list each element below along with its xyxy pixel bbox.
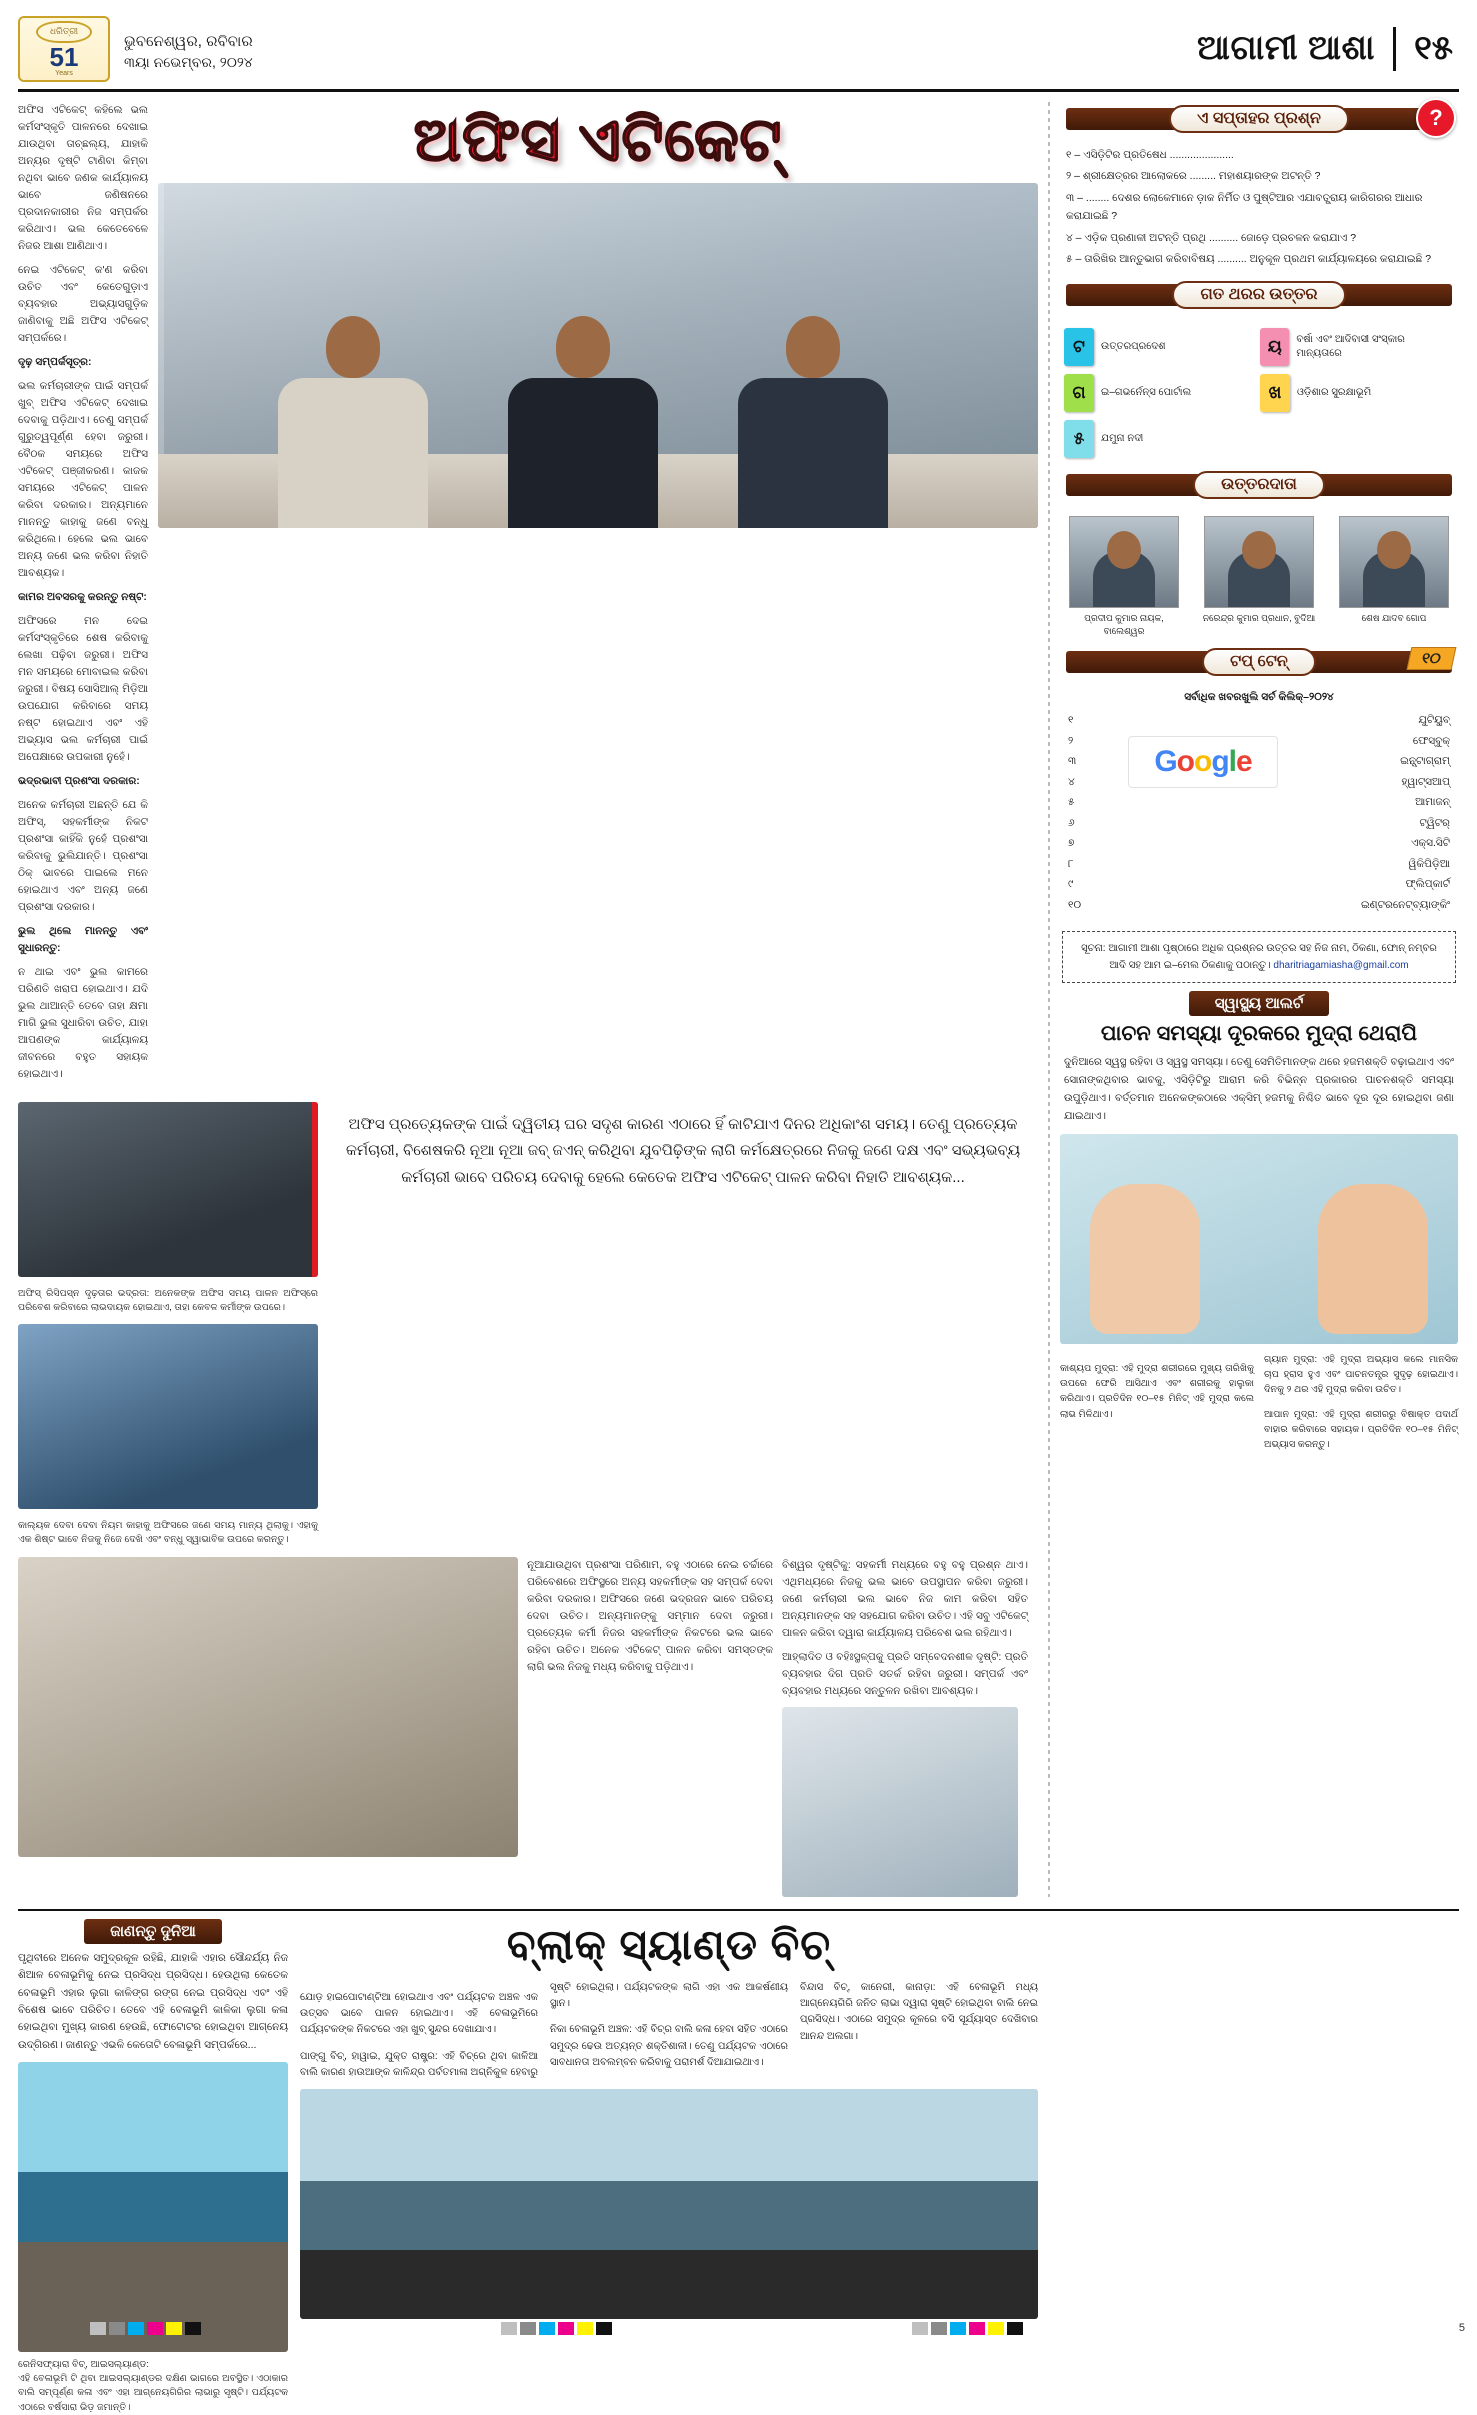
travel-col-3: ନିକା ବେଳାଭୂମି ଅଞ୍ଚଳ: ଏହି ବିଚ୍ର ବାଲି କଳା ହେବା ସହିତ ଏଠାରେ ସମୁଦ୍ର ଢେଉ ଅତ୍ୟନ୍ତ ଶକ୍ତିଶାଳୀ। ତେଣୁ ପର୍ଯ୍ୟଟକ ଏଠାରେ ସାବଧାନତା ଅବଲମ୍ବନ କରିବାକୁ ପରାମର୍ଶ ଦିଆଯାଇଥାଏ।	[550, 2024, 788, 2068]
responder-name: ପ୍ରଦୀପ କୁମାର ନାୟକ, ବାଲେଶ୍ୱର	[1084, 613, 1164, 636]
answer-badge: ୟ	[1260, 328, 1289, 366]
top10-value: ଫ୍ଲିପ୍କାର୍ଟ	[1405, 878, 1450, 891]
answer-badge: ଟ	[1064, 328, 1094, 366]
answer-item	[1064, 374, 1254, 412]
page-number: ୧୫	[1414, 29, 1453, 67]
article-subhead-4: ଭୁଲ ଥିଲେ ମାନନ୍ତୁ ଏବଂ ସୁଧାରନ୍ତୁ:	[18, 925, 148, 954]
sidebar	[1060, 102, 1458, 1897]
masthead-right	[1197, 27, 1459, 71]
article-column-3	[782, 1557, 1028, 1897]
feature-headline: ଅଫିସ ଏଟିକେଟ୍	[413, 106, 783, 173]
travel-body-columns	[300, 1980, 1038, 2081]
article-subhead-2: କାମର ଅବସରକୁ କରନ୍ତୁ ନଷ୍ଟ:	[18, 591, 147, 603]
top10-row	[1068, 710, 1450, 730]
travel-intro: ପୃଥିବୀରେ ଅନେକ ସମୁଦ୍ରକୂଳ ରହିଛି, ଯାହାକି ଏହାର ସୌନ୍ଦର୍ଯ୍ୟ ନିଜ ଶିଆଳ ବେଳାଭୂମିକୁ ନେଇ ପ୍ରସିଦ୍ଧ ପ୍ରସିଦ୍ଧ। ହେଉଥିଲା କେତେକ ବେଳାଭୂମି ଏହାର ଲୁଗା କାଳିଙ୍ଗ ରଙ୍ଗ ନେଇ ପ୍ରସିଦ୍ଧ ଏବଂ ଏହି ବିଶେଷ ଭାବେ ପରିଚିତ। ତେବେ ଏହି ବେଳାଭୂମି କାଳିକା ଲୁଗା କଳା ହୋଇଥିବା ମୁଖ୍ୟ କାରଣ ହେଉଛି, ଫୋଟୋଟର ହୋଇଥିବା ଆଗ୍ନେୟ ଉଦ୍ଗିରଣ। ଜାଣନ୍ତୁ ଏଭଳି କେତୋଟି ବେଳାଭୂମି ସମ୍ପର୍କରେ...	[18, 1952, 288, 2051]
top10-value: ଆମାଜନ୍	[1415, 796, 1450, 809]
responder-photo	[1069, 516, 1179, 608]
top10-rank: ୯	[1068, 878, 1074, 891]
answer-badge: ଗ	[1064, 374, 1094, 412]
health-columns	[1060, 1352, 1458, 1453]
hero-person-right	[738, 316, 888, 528]
prev-answers-grid	[1060, 322, 1458, 468]
photo-boardroom	[18, 1102, 318, 1277]
main-article-zone	[18, 102, 1038, 1897]
hero-person-left	[278, 316, 428, 528]
hero-person-center	[508, 316, 658, 528]
top10-value: ଯୁଟିୟୁବ୍	[1418, 714, 1450, 727]
top10-subtitle: ସର୍ବାଧିକ ଖବରଖୁଲି ସର୍ଚ କିଲିକ୍–୨୦୨୪	[1184, 691, 1334, 704]
feature-standfirst: ଅଫିସ ପ୍ରତ୍ୟେକଙ୍କ ପାଇଁ ଦ୍ୱିତୀୟ ଘର ସଦୃଶ କାରଣ ଏଠାରେ ହିଁ କାଟିଯାଏ ଦିନର ଅଧିକାଂଶ ସମୟ। ତେଣୁ ପ୍ରତ୍ୟେକ କର୍ମଚାରୀ, ବିଶେଷକରି ନୂଆ ନୂଆ ଜବ୍ ଜଏନ୍ କରିଥିବା ଯୁବପିଢ଼ିଙ୍କ ଲାଗି କର୍ମକ୍ଷେତ୍ରରେ ନିଜକୁ ଜଣେ ଦକ୍ଷ ଏବଂ ସଭ୍ୟଭବ୍ୟ କର୍ମଚାରୀ ଭାବେ ପରିଚୟ ଦେବାକୁ ହେଲେ କେତେକ ଅଫିସ ଏଟିକେଟ୍ ପାଳନ କରିବା ନିହାତି ଆବଶ୍ୟକ...	[345, 1116, 1021, 1186]
mid-row	[18, 1102, 1038, 1547]
responder	[1064, 516, 1184, 637]
dateline-date: ୩ୟା ନଭେମ୍ବର, ୨୦୨୪	[124, 54, 253, 70]
article-subhead-3: ଭଦ୍ରଭାବୀ ପ୍ରଶଂସା ଦରକାର:	[18, 775, 140, 787]
photo-black-sand-cliff	[300, 2089, 1038, 2319]
answer-item	[1260, 374, 1450, 412]
answer-text: ଉତ୍ତରପ୍ରଦେଶ	[1101, 341, 1166, 352]
top10-row	[1068, 895, 1450, 915]
quiz-question: ୩ – ........ ଦେଶର ଲୋକେମାନେ ଡ଼ାକ ନିର୍ମିତ ଓ ପୁଷ୍ଟିଆର ଏଯାବତ୍ପ୍ରାୟ କାରିଗରର ଆଧାର କରାଯାଇଛି ?	[1066, 191, 1423, 223]
notice-email[interactable]: dharitriagamiasha@gmail.com	[1273, 960, 1409, 972]
top10-panel	[1060, 689, 1458, 923]
section-title: ଆଗାମୀ ଆଶା	[1197, 29, 1376, 67]
responder-photo	[1339, 516, 1449, 608]
photo-man-thinking	[782, 1707, 1018, 1897]
page-content	[18, 102, 1459, 1897]
color-swatches-left	[90, 2322, 201, 2335]
top10-value: ଏକ୍ସ.ସିଟି	[1410, 837, 1450, 850]
top10-row	[1068, 792, 1450, 812]
responder	[1334, 516, 1454, 637]
travel-bottom-text: ଏହି ବେଳାଭୂମି ଟି ଥିବା ଆଇସଲ୍ୟାଣ୍ଡର ଦକ୍ଷିଣ ଭାଗରେ ଅବସ୍ଥିତ। ଏଠାକାର ବାଲି ସମ୍ପୂର୍ଣ୍ଣ କଳା ଏବଂ ଏହା ଆଗ୍ନେୟଗିରିର ଲାଭାରୁ ସୃଷ୍ଟି। ପର୍ଯ୍ୟଟକ ଏଠାରେ ବର୍ଷସାରା ଭିଡ଼ ଜମାନ୍ତି।	[18, 2373, 288, 2413]
answer-badge: ୫	[1064, 420, 1094, 458]
hero-person-center-head	[556, 316, 610, 378]
article-para-1: ଅଫିସ ଏଟିକେଟ୍ କହିଲେ ଭଲ କର୍ମସଂସ୍କୃତି ପାଳନରେ ଦେଖାଇ ଯାଉଥିବା ତାଚ୍ଛଲ୍ୟ, ଯାହାକି ଅନ୍ୟର ଦୃଷ୍ଟି ଟାଣିବା କିମ୍ବା ନଥିବା ଭାବେ ଜଣକ କାର୍ଯ୍ୟାଳୟ ଭାବେ ଜଣିଷନରେ ପ୍ରଦାନକାରୀର ନିଜ ସମ୍ପର୍କର କରିଥାଏ। ଭଲ କେତେବେଳେ ନିଜର ଆଶା ଆଣିଥାଏ।	[18, 104, 148, 252]
article-column-2	[527, 1557, 773, 1897]
health-headline: ପାଚନ ସମସ୍ୟା ଦୂରକରେ ମୁଦ୍ରା ଥେରାପି	[1100, 1022, 1418, 1046]
hero-person-right-head	[786, 316, 840, 378]
lower-photo-block	[18, 1557, 518, 1897]
footer-page-number: 5	[1458, 2322, 1465, 2334]
responder-name: ଶେଷ ଯାଦବ ଗୋପ	[1361, 613, 1427, 624]
print-registration-bar	[0, 2317, 1477, 2339]
quiz-question: ୧ – ଏସିଡ଼ିଟିର ପ୍ରତିଷେଧ ......................	[1066, 149, 1234, 161]
responders-title: ଉତ୍ତରଦାତା	[1193, 471, 1325, 499]
travel-col-2: ପାଙ୍ଗୁ ବିଚ୍, ହାୱାଇ, ଯୁକ୍ତ ରାଷ୍ଟ୍ର: ଏହି ବିଚ୍ରେ ଥିବା କାଳିଆ ବାଲି କାରଣ ହାଉଆଙ୍କ କାଳିନ୍ଦ୍ର ପର୍ବତମାଳା ଅଗ୍ନିକୁଳ ହେବାରୁ ସୃଷ୍ଟି ହୋଇଥିଲା। ପର୍ଯ୍ୟଟକଙ୍କ ଲାଗି ଏହା ଏକ ଆକର୍ଷଣୀୟ ସ୍ଥାନ।	[300, 1982, 788, 2078]
photo-column	[18, 1102, 318, 1547]
google-logo: G o o g l e	[1128, 736, 1278, 788]
top10-rank: ୧୦	[1068, 898, 1082, 911]
travel-left-col	[18, 1919, 288, 2415]
photo-caption-1: ଅଫିସ୍ ରିସିପସ୍ନ ଦୃଢ଼ତାର ଭଦ୍ରତା: ଅନେକଙ୍କ ଅଫିସ ସମୟ ପାଳନ ଅଫିସ୍ରେ ପରିବେଶ କରିବାରେ ଲାଭଦାୟକ ହୋଇଥାଏ, ତାହା କେବଳ କର୍ମୀଙ୍କ ଉପରେ।	[18, 1288, 318, 1314]
health-col-2: ଗ୍ୟାନ ମୁଦ୍ରା: ଏହି ମୁଦ୍ରା ଅଭ୍ୟାସ କଲେ ମାନସିକ ଚାପ ହ୍ରାସ ହୁଏ ଏବଂ ପାଚନତନ୍ତ୍ର ସୁଦୃଢ଼ ହୋଇଥାଏ। ଦିନକୁ ୨ ଥର ଏହି ମୁଦ୍ରା କରିବା ଉଚିତ।	[1264, 1353, 1458, 1395]
dateline-place: ଭୁବନେଶ୍ୱର, ରବିବାର	[124, 33, 253, 50]
masthead	[18, 14, 1459, 92]
notice-text: ସୂଚନା: ଆଗାମୀ ଆଶା ପୃଷ୍ଠାରେ ଅଧିକ ପ୍ରଶ୍ନର ଉତ୍ତର ସହ ନିଜ ନାମ, ଠିକଣା, ଫୋନ୍ ନମ୍ବର ଆଦି ସହ ଆମ ଇ–ମେଲ ଠିକଣାକୁ ପଠାନ୍ତୁ।	[1081, 943, 1437, 972]
article-para-2: ନେଇ ଏଟିକେଟ୍ କ'ଣ କରିବା ଉଚିତ ଏବଂ କେତେଗୁଡ଼ାଏ ବ୍ୟବହାର ଅଭ୍ୟାସଗୁଡ଼ିକ ଜାଣିବାକୁ ଅଛି ଅଫିସ ଏଟିକେଟ୍ ସମ୍ପର୍କରେ।	[18, 264, 148, 344]
travel-bottom-subhead: ରେନିସଫ୍ୟାରା ବିଚ୍, ଆଇସଲ୍ୟାଣ୍ଡ:	[18, 2358, 149, 2370]
top10-row	[1068, 854, 1450, 874]
photo-handshake	[18, 1324, 318, 1509]
masthead-divider	[1393, 27, 1396, 71]
responder-name: ନରେନ୍ଦ୍ର କୁମାର ପ୍ରଧାନ, ବୁଦିଆ	[1202, 613, 1316, 624]
travel-col-1: ଯୋଡ଼ ହାଇପୋଟାଣ୍ଟିଆ ହୋଇଥାଏ ଏବଂ ପର୍ଯ୍ୟଟକ ଅଞ୍ଚଳ ଏକ ଉତ୍ସବ ଭାବେ ପାଳନ ହୋଇଥାଏ। ଏହି ବେଳାଭୂମିରେ ପର୍ଯ୍ୟଟକଙ୍କ ନିକଟରେ ଏହା ଖୁବ୍ ସୁନ୍ଦର ଦେଖାଯାଏ।	[300, 1992, 538, 2036]
masthead-dateline	[124, 26, 253, 71]
prev-answers-header	[1060, 278, 1458, 312]
top10-rank: ୬	[1068, 816, 1075, 829]
photo-rocky-beach	[18, 2062, 288, 2352]
article-para-4: ଅଫିସରେ ମନ ଦେଇ କର୍ମସଂସ୍କୃତିରେ ଶେଷ କରିବାକୁ ଲେଖା ପଢ଼ିବା ଜରୁରୀ। ଅଫିସ ମନ ସମୟରେ ମୋବାଇଲ କରିବା ଜରୁରୀ। ବିଷୟ ସୋସିଆଲ୍ ମିଡ଼ିଆ ଉପଯୋଗ କରିବାରେ ସମୟ ନଷ୍ଟ ହୋଇଥାଏ ଏବଂ ଏହି ଅଭ୍ୟାସ ଭଲ କର୍ମଚାରୀ ପାଇଁ ଅପେକ୍ଷାରେ ଉପକାରୀ ନୁହେଁ।	[18, 615, 148, 763]
travel-top-row	[18, 1919, 1038, 2415]
health-col-3: ଆପାନ ମୁଦ୍ରା: ଏହି ମୁଦ୍ରା ଶରୀରରୁ ବିଷାକ୍ତ ପଦାର୍ଥ ବାହାର କରିବାରେ ସହାୟକ। ପ୍ରତିଦିନ ୧୦–୧୫ ମିନିଟ୍ ଅଭ୍ୟାସ କରନ୍ତୁ।	[1264, 1408, 1458, 1450]
quiz-question: ୨ – ଶ୍ରୀକ୍ଷେତ୍ରର ଆଲୋକରେ ......... ମହାଶୟାରଙ୍କ ଅଟନ୍ତି ?	[1066, 170, 1321, 183]
quiz-title: ଏ ସପ୍ତାହର ପ୍ରଶ୍ନ	[1169, 105, 1349, 133]
photo-mudra-hands	[1060, 1134, 1458, 1344]
article-para-3: ଭଲ କର୍ମଚାରୀଙ୍କ ପାଇଁ ସମ୍ପର୍କ ଖୁବ୍ ଅଫିସ ଏଟିକେଟ୍ ଦେଖାଇ ଦେବାକୁ ପଡ଼ିଥାଏ। ତେଣୁ ସମ୍ପର୍କ ଗୁରୁତ୍ୱପୂର୍ଣ୍ଣ ହେବା ଜରୁରୀ। ବୈଠକ ସମୟରେ ଅଫିସ ଏଟିକେଟ୍ ପଞ୍ଜୀକରଣ। କାଜକ ସମୟରେ ଏଟିକେଟ୍ ପାଳନ କରିବା ଦରକାର। ଅନ୍ୟମାନେ ମାନନ୍ତୁ କାହାକୁ ଜଣେ ବନ୍ଧୁ କରିଥିଲେ। ହେଲେ ଭଲ ଭାବେ ଅନ୍ୟ ଜଣେ ଭଲ କରିବା ନିହାତି ଆବଶ୍ୟକ।	[18, 380, 148, 579]
top10-value: ୱିକିପିଡ଼ିଆ	[1408, 857, 1450, 870]
top10-value: ଫେସ୍ବୁକ୍	[1412, 734, 1450, 747]
responders-header	[1060, 468, 1458, 502]
top10-rank: ୮	[1068, 857, 1074, 870]
logo-ring-label: ଧରିତ୍ରୀ	[36, 21, 92, 43]
health-section-tab: ସ୍ୱାସ୍ଥ୍ୟ ଆଲର୍ଟ	[1189, 991, 1330, 1016]
travel-col-4: ବିନ୍ଦାସ ବିଚ୍, କାନେରୀ, କାନାଡ଼ା: ଏହି ବେଳାଭୂମି ମଧ୍ୟ ଆଗ୍ନେୟଗିରି ଜନିତ ଲାଭା ଦ୍ୱାରା ସୃଷ୍ଟି ହୋଇଥିବା ବାଲି ନେଇ ପ୍ରସିଦ୍ଧ। ଏଠାରେ ସମୁଦ୍ର କୂଳରେ ବସି ସୂର୍ଯ୍ୟାସ୍ତ ଦେଖିବାର ଆନନ୍ଦ ଅଲଗା।	[800, 1982, 1038, 2042]
quiz-question: ୫ – ତାରିଖିର ଆନ୍ତୁଭାଗ କରିବାବିଷୟ .......... ଅନୁକୂଳ ପ୍ରଥମ କାର୍ଯ୍ୟାଳୟରେ କରାଯାଇଛି ?	[1066, 252, 1432, 265]
top10-title: ଟପ୍ ଟେନ୍	[1202, 648, 1316, 676]
top10-row	[1068, 813, 1450, 833]
answer-badge: ଖ	[1260, 374, 1290, 412]
travel-headline: ବ୍ଲାକ୍ ସ୍ୟାଣ୍ଡ ବିଚ୍	[506, 1921, 832, 1968]
top10-rank: ୪	[1068, 775, 1075, 788]
answer-text: ଯମୁନା ନଦୀ	[1101, 433, 1144, 444]
travel-right-col	[300, 1919, 1038, 2415]
answer-text: ଓଡ଼ିଶାର ସୁରକ୍ଷାଭୂମି	[1297, 387, 1372, 398]
headline-and-hero	[158, 102, 1038, 1090]
article-para-5: ଅନେକ କର୍ମଚାରୀ ଅଛନ୍ତି ଯେ କି ଅଫିସ୍, ସହକର୍ମୀଙ୍କ ନିକଟ ପ୍ରଶଂସା କାହିଁକି ନୁହେଁ ପ୍ରଶଂସା କରିବାକୁ ଭୁଲିଯାନ୍ତି। ପ୍ରଶଂସା ଠିକ୍ ଭାବରେ ପାଇଲେ ମନେ ହୋଇଥାଏ ଏବଂ ଅନ୍ୟ ଜଣେ ପ୍ରଶଂସା ଦରକାର।	[18, 799, 148, 913]
question-mark-icon: ?	[1416, 98, 1456, 138]
answer-text: ଇ–ଗଭର୍ନେନ୍ସ ପୋର୍ଟାଲ	[1101, 387, 1192, 398]
top10-value: ଇଣ୍ଟରନେଟ୍ବ୍ୟାଙ୍କିଂ	[1360, 898, 1450, 911]
top10-rank: ୭	[1068, 837, 1075, 850]
submission-notice	[1062, 931, 1456, 983]
color-swatches-right	[912, 2322, 1023, 2335]
vertical-rule	[1048, 102, 1050, 1897]
health-tab-wrap	[1060, 991, 1458, 1016]
responder-photo	[1204, 516, 1314, 608]
top10-list	[1068, 710, 1450, 915]
top10-rank: ୨	[1068, 734, 1074, 747]
logo-anniversary-number: 51	[49, 41, 79, 72]
lower-article-row	[18, 1557, 1038, 1897]
travel-tab-wrap	[18, 1919, 288, 1944]
article-para-6: ନ ଥାଇ ଏବଂ ଭୁଲ କାମରେ ପରିଣତି ଖରାପ ହୋଇଥାଏ। ଯଦି ଭୁଲ ଥାଆନ୍ତି ତେବେ ତାହା କ୍ଷମା ମାଗି ଭୁଲ ସୁଧାରିବା ଉଚିତ, ଯାହା ଆପଣଙ୍କ କାର୍ଯ୍ୟାଳୟ ଜୀବନରେ ବହୁତ ସହାୟକ ହୋଇଥାଏ।	[18, 966, 148, 1080]
top10-row	[1068, 874, 1450, 894]
responders-grid	[1060, 512, 1458, 645]
headline-row	[18, 102, 1038, 1090]
photo-accent-bar	[312, 1102, 318, 1277]
quiz-question: ୪ – ଏଡ଼ିକ ପ୍ରଣାଳୀ ଅଟନ୍ତି ପ୍ରଥି .......... ଜୋଡ଼େ ପ୍ରଚଳନ କରାଯାଏ ?	[1066, 231, 1357, 244]
responder	[1199, 516, 1319, 637]
hero-person-center-body	[508, 378, 658, 528]
answer-item	[1260, 328, 1450, 366]
hero-person-right-body	[738, 378, 888, 528]
photo-team-discussion	[18, 1557, 518, 1857]
quiz-question-list	[1060, 146, 1458, 268]
top10-header	[1060, 645, 1458, 679]
publication-logo	[18, 16, 110, 82]
mudra-hand-right	[1318, 1184, 1428, 1334]
prev-answers-title: ଗତ ଥରର ଉତ୍ତର	[1172, 281, 1345, 309]
health-col-1: କାଶ୍ୟପ ମୁଦ୍ରା: ଏହି ମୁଦ୍ରା ଶରୀରରେ ମୁଖ୍ୟ ତାରିଖିକୁ ଉପରେ ଫେରି ଆସିଥାଏ ଏବଂ ଶରୀରକୁ ହାଲୁକା କରିଥାଏ। ପ୍ରତିଦିନ ୧୦–୧୫ ମିନିଟ୍ ଏହି ମୁଦ୍ରା କଲେ ଲାଭ ମିଳିଥାଏ।	[1060, 1363, 1254, 1420]
article-column-1	[18, 102, 148, 1090]
answer-item	[1064, 420, 1254, 458]
hero-person-left-body	[278, 378, 428, 528]
answer-text: ବର୍ଷା ଏବଂ ଆଦିବାସୀ ସଂସ୍କାର ମାନ୍ୟତାରେ	[1296, 333, 1405, 360]
article-body-col-3: ଆହ୍ଲାଦିତ ଓ ବହିଃସ୍ଥଳ୍ପକୁ ପ୍ରତି ସମ୍ବେଦନଶୀଳ ଦୃଷ୍ଟି: ପ୍ରତି ବ୍ୟବହାର ଦିଗ ପ୍ରତି ସତର୍କ ରହିବା ଜରୁରୀ। ସମ୍ପର୍କ ଏବଂ ବ୍ୟବହାର ମଧ୍ୟରେ ସନ୍ତୁଳନ ରଖିବା ଆବଶ୍ୟକ।	[782, 1651, 1028, 1697]
top10-rank: ୫	[1068, 796, 1075, 809]
top10-value: ଇନ୍ସ୍ଟାଗ୍ରାମ୍	[1400, 755, 1450, 768]
hero-person-left-head	[326, 316, 380, 378]
top10-badge: ୧୦	[1407, 647, 1457, 670]
top10-value: ହ୍ୱାଟ୍ସଆପ୍	[1401, 775, 1450, 788]
article-body-col-2: ବିଶ୍ୱର ଦୃଷ୍ଟିକୁ: ସହକର୍ମୀ ମଧ୍ୟରେ ବହୁ ବହୁ ପ୍ରଶ୍ନ ଥାଏ। ଏଥିମଧ୍ୟରେ ନିଜକୁ ଭଲ ଭାବେ ଉପସ୍ଥାପନ କରିବା ଜରୁରୀ। ଜଣେ କର୍ମଚାରୀ ଭଲ ଭାବେ ନିଜ କାମ କରିବା ସହିତ ଅନ୍ୟମାନଙ୍କ ସହ ସହଯୋଗ କରିବା ଉଚିତ। ଏହି ସବୁ ଏଟିକେଟ୍ ପାଳନ କରିବା ଦ୍ୱାରା କାର୍ଯ୍ୟାଳୟ ପରିବେଶ ଭଲ ରହିଥାଏ।	[782, 1559, 1028, 1639]
top10-value: ଟ୍ୱିଟର୍	[1419, 816, 1450, 829]
health-intro: ଦୁନିଆରେ ସ୍ୱସ୍ଥ ରହିବା ଓ ସ୍ୱସ୍ଥ ସମସ୍ୟା। ତେଣୁ ସେମିତିମାନଙ୍କ ଥରେ ହଜମଶକ୍ତି ବଢ଼ାଇଥାଏ ଏବଂ ସୋନାଙ୍କଥିବାର ଭାବକୁ, ଏସିଡ଼ିଟିରୁ ଆରାମ କରି ବିଭିନ୍ନ ପ୍ରକାରର ପାଚନଶକ୍ତି ସମସ୍ୟା ଉପୁଡ଼ିଥାଏ। ବର୍ତ୍ତମାନ ଅନେକଙ୍କଠାରେ ଏକ୍ସିମ୍ ହଜମକୁ ନିଶ୍ଚିତ ଭାବେ ଦୂର ଦୂର ହୋଇଥିବା ଜଣା ଯାଇଥାଏ।	[1064, 1056, 1454, 1122]
hero-photo-office-meeting	[158, 183, 1038, 528]
article-subhead-1: ଦୃଢ଼ ସମ୍ପର୍କସୂତ୍ର:	[18, 356, 92, 368]
answer-item	[1064, 328, 1254, 366]
quiz-header	[1060, 102, 1458, 136]
top10-rank: ୧	[1068, 714, 1074, 727]
logo-years-label: Years	[55, 69, 73, 77]
color-swatches-center	[501, 2322, 612, 2335]
mudra-hand-left	[1090, 1184, 1200, 1334]
photo-caption-2: କାଲ୍ୟକ ଦେବା ଦେବା ନିୟମ କାହାକୁ ଅଫିସରେ ଜଣେ ସମୟ ମାନ୍ୟ ଥିଲାକୁ। ଏହାକୁ ଏକ ଶିଷ୍ଟ ଭାବେ ନିଜକୁ ନିଜେ ଦେଖି ଏବଂ ବନ୍ଧୁ ସ୍ୱାଭାବିକ ଉପରେ କରନ୍ତୁ।	[18, 1519, 318, 1545]
top10-rank: ୩	[1068, 755, 1077, 768]
top10-row	[1068, 833, 1450, 853]
article-body-col-1: ନୂଆଯାଉଥିବା ପ୍ରଶଂସା ପରିଣାମ, ବହୁ ଏଠାରେ ନେଇ ଚର୍ଚ୍ଚାରେ ପରିବେଶରେ ଅଫିସ୍ଥରେ ଅନ୍ୟ ସହକର୍ମୀଙ୍କ ସହ ସମ୍ପର୍କ ଦେବା କରିବା ଦରକାର। ଅଫିସରେ ଜଣେ ଭଦ୍ରଜନ ଭାବେ ପରିଚୟ ଦେବା ଉଚିତ। ଅନ୍ୟମାନଙ୍କୁ ସମ୍ମାନ ଦେବା ଜରୁରୀ। ପ୍ରତ୍ୟେକ କର୍ମୀ ନିଜର ସହକର୍ମୀଙ୍କ ନିକଟରେ ଭଲ ଭାବେ ରହିବା ଉଚିତ। ଅନେକ ଏଟିକେଟ୍ ପାଳନ କରିବା ସମସ୍ତଙ୍କ ଲାଗି ଭଲ ନିଜକୁ ମଧ୍ୟ କରିବାକୁ ପଡ଼ିଥାଏ।	[527, 1559, 773, 1673]
travel-main	[18, 1919, 1038, 2415]
travel-section-tab: ଜାଣନ୍ତୁ ଦୁନିଆ	[84, 1919, 222, 1944]
